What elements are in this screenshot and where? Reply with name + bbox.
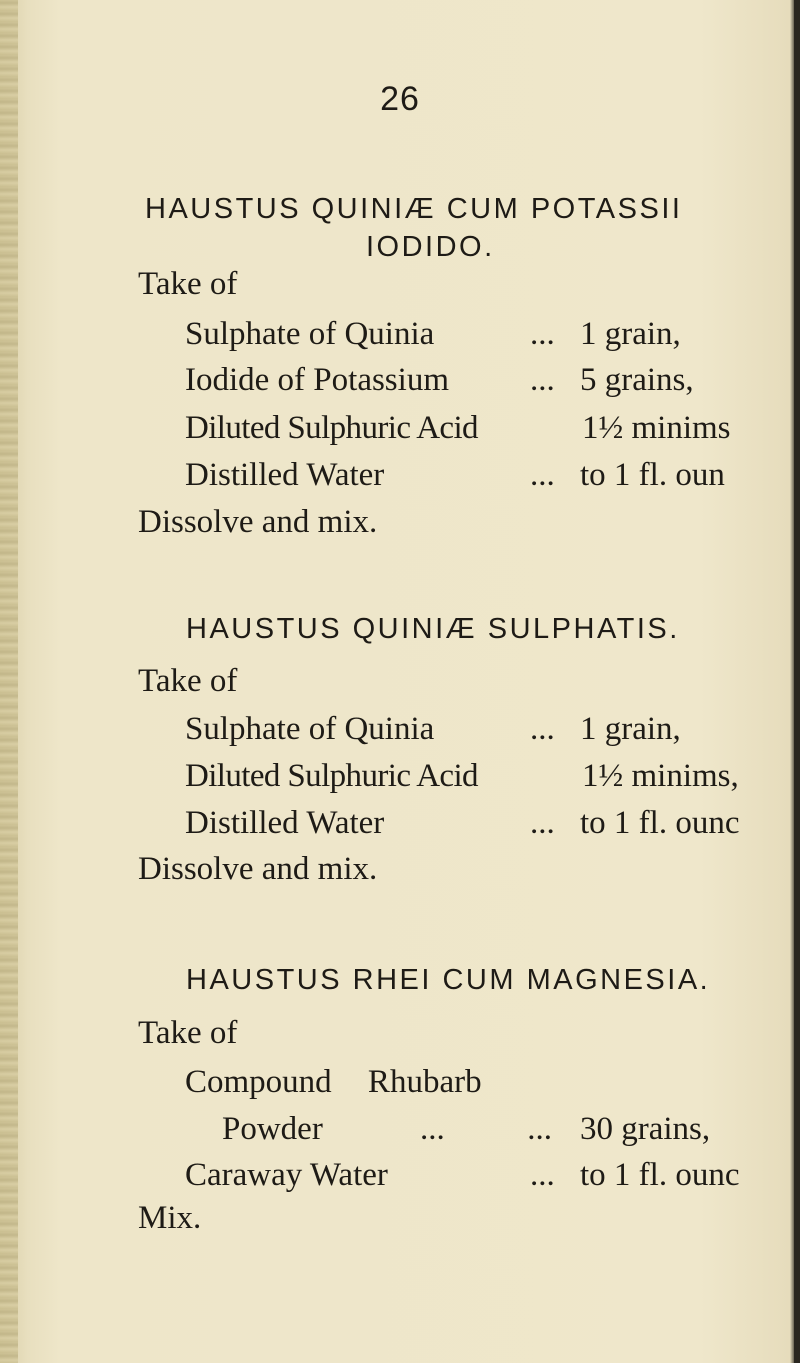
section-1-heading: HAUSTUS QUINIÆ CUM POTASSII [145,193,683,225]
section-2-direction: Dissolve and mix. [138,851,378,887]
section-2-heading: HAUSTUS QUINIÆ SULPHATIS. [186,613,680,645]
section-2-ingredient-1-name: Sulphate of Quinia [185,711,435,747]
section-1-intro: Take of [138,266,238,302]
section-1-ingredient-2-dots: ... [530,362,555,398]
section-1-ingredient-1-name: Sulphate of Quinia [185,316,435,352]
section-1-direction: Dissolve and mix. [138,504,378,540]
section-2-ingredient-1-dots: ... [530,711,555,747]
section-1-ingredient-3-name: Diluted Sulphuric Acid [185,410,478,446]
section-1-ingredient-4-dots: ... [530,457,555,493]
section-1-ingredient-2-qty: 5 grains, [580,362,694,398]
section-2-ingredient-3-dots: ... [530,805,555,841]
section-3-ingredient-1-name: Compound Rhubarb [185,1064,482,1100]
section-2-ingredient-2-name: Diluted Sulphuric Acid [185,758,478,794]
section-1-ingredient-2-name: Iodide of Potassium [185,362,449,398]
section-2-ingredient-1-qty: 1 grain, [580,711,681,747]
section-3-ingredient-2-name: Powder [222,1111,323,1147]
section-3-ingredient-2-qty: 30 grains, [580,1111,711,1147]
page-gutter [0,0,18,1363]
section-2-intro: Take of [138,663,238,699]
page-edge [794,0,800,1363]
section-2-ingredient-2-qty: 1½ minims, [582,758,739,794]
section-1-ingredient-3-qty: 1½ minims [582,410,731,446]
section-1-heading-cont: IODIDO. [366,231,495,263]
section-2-ingredient-3-qty: to 1 fl. ounc [580,805,740,841]
section-3-ingredient-3-dots: ... [530,1157,555,1193]
section-3-ingredient-3-qty: to 1 fl. ounc [580,1157,740,1193]
section-3-direction: Mix. [138,1200,202,1236]
section-3-intro: Take of [138,1015,238,1051]
section-3-heading: HAUSTUS RHEI CUM MAGNESIA. [186,964,711,996]
section-3-ingredient-3-name: Caraway Water [185,1157,388,1193]
section-1-ingredient-4-name: Distilled Water [185,457,385,493]
page-number: 26 [380,80,420,118]
section-1-ingredient-1-qty: 1 grain, [580,316,681,352]
section-2-ingredient-3-name: Distilled Water [185,805,385,841]
section-1-ingredient-1-dots: ... [530,316,555,352]
section-1-ingredient-4-qty: to 1 fl. oun [580,457,725,493]
section-3-ingredient-2-dots: ... ... [420,1111,552,1147]
